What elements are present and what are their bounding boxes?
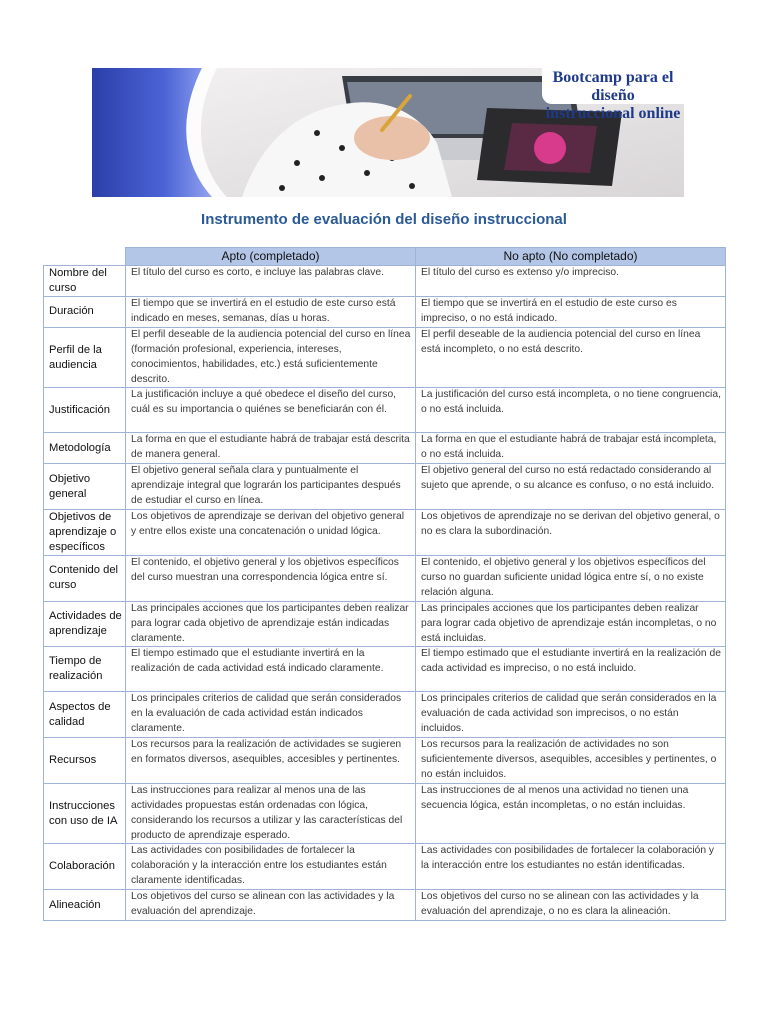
table-row — [44, 464, 726, 510]
header-criterion — [44, 248, 126, 266]
table-row — [44, 297, 726, 328]
no-apto-cell: El perfil deseable de la audiencia potencial del curso en línea está incompleto, o no está descrito. — [416, 327, 726, 388]
table-row — [44, 327, 726, 388]
apto-cell: Las instrucciones para realizar al menos una de las actividades propuestas están ordenadas con lógica, considerando los recursos a utilizar y las características del producto de aprendizaje esperado. — [126, 783, 416, 844]
table-row — [44, 388, 726, 433]
apto-cell: El tiempo que se invertirá en el estudio de este curso está indicado en meses, semanas, días u horas. — [126, 297, 416, 328]
table-header-row — [44, 248, 726, 266]
apto-cell: Las principales acciones que los participantes deben realizar para lograr cada objetivo de aprendizaje están indicadas claramente. — [126, 601, 416, 647]
criterion-cell: Alineación — [44, 890, 126, 921]
criterion-cell: Perfil de la audiencia — [44, 327, 126, 388]
no-apto-cell: El objetivo general del curso no está redactado considerando al sujeto que aprende, o su alcance es confuso, o no está incluido. — [416, 464, 726, 510]
apto-cell: La justificación incluye a qué obedece el diseño del curso, cuál es su importancia o quiénes se beneficiarán con él. — [126, 388, 416, 433]
banner-title-line2: instruccional online — [545, 105, 681, 122]
criterion-cell: Metodología — [44, 433, 126, 464]
apto-cell: Las actividades con posibilidades de fortalecer la colaboración y la interacción entre los estudiantes están claramente identificadas. — [126, 844, 416, 890]
table-row — [44, 738, 726, 784]
apto-cell: El título del curso es corto, e incluye las palabras clave. — [126, 266, 416, 297]
no-apto-cell: El tiempo que se invertirá en el estudio de este curso es impreciso, o no está indicado. — [416, 297, 726, 328]
no-apto-cell: El contenido, el objetivo general y los objetivos específicos del curso no guardan suficiente unidad lógica entre sí, o no existe relación alguna. — [416, 555, 726, 601]
no-apto-cell: Los principales criterios de calidad que serán considerados en la evaluación de cada actividad son imprecisos, o no están incluidos. — [416, 692, 726, 738]
criterion-cell: Duración — [44, 297, 126, 328]
criterion-cell: Contenido del curso — [44, 555, 126, 601]
no-apto-cell: Las principales acciones que los participantes deben realizar para lograr cada objetivo de aprendizaje están incompletas, o no está incluidas. — [416, 601, 726, 647]
table-row — [44, 555, 726, 601]
evaluation-rubric-table — [43, 247, 726, 921]
banner-title-line1: Bootcamp para el diseño — [552, 69, 674, 104]
no-apto-cell: El tiempo estimado que el estudiante invertirá en la realización de cada actividad es impreciso, o no está incluido. — [416, 647, 726, 692]
banner-title — [538, 68, 684, 122]
no-apto-cell: Los objetivos del curso no se alinean con las actividades y la evaluación del aprendizaje, o no es clara la alineación. — [416, 890, 726, 921]
header-banner — [92, 68, 684, 197]
apto-cell: Los objetivos de aprendizaje se derivan del objetivo general y entre ellos existe una concatenación o unidad lógica. — [126, 509, 416, 555]
no-apto-cell: Las instrucciones de al menos una actividad no tienen una secuencia lógica, están incompletas, o no están incluidas. — [416, 783, 726, 844]
no-apto-cell: La forma en que el estudiante habrá de trabajar está incompleta, o no está incluida. — [416, 433, 726, 464]
criterion-cell: Nombre del curso — [44, 266, 126, 297]
table-row — [44, 783, 726, 844]
apto-cell: Los objetivos del curso se alinean con las actividades y la evaluación del aprendizaje. — [126, 890, 416, 921]
criterion-cell: Aspectos de calidad — [44, 692, 126, 738]
table-row — [44, 601, 726, 647]
apto-cell: El contenido, el objetivo general y los objetivos específicos del curso muestran una correspondencia lógica entre sí. — [126, 555, 416, 601]
table-row — [44, 433, 726, 464]
table-row — [44, 844, 726, 890]
apto-cell: El tiempo estimado que el estudiante invertirá en la realización de cada actividad está indicado claramente. — [126, 647, 416, 692]
table-row — [44, 647, 726, 692]
apto-cell: El perfil deseable de la audiencia potencial del curso en línea (formación profesional, experiencia, intereses, conocimientos, habilidades, etc.) está suficientemente descrito. — [126, 327, 416, 388]
table-row — [44, 266, 726, 297]
criterion-cell: Tiempo de realización — [44, 647, 126, 692]
criterion-cell: Justificación — [44, 388, 126, 433]
table-row — [44, 890, 726, 921]
apto-cell: Los recursos para la realización de actividades se sugieren en formatos diversos, asequibles, accesibles y pertinentes. — [126, 738, 416, 784]
no-apto-cell: La justificación del curso está incompleta, o no tiene congruencia, o no está incluida. — [416, 388, 726, 433]
header-no-apto: No apto (No completado) — [416, 248, 726, 266]
table-row — [44, 692, 726, 738]
no-apto-cell: Las actividades con posibilidades de fortalecer la colaboración y la interacción entre los estudiantes no están identificadas. — [416, 844, 726, 890]
no-apto-cell: Los objetivos de aprendizaje no se derivan del objetivo general, o no es clara la subordinación. — [416, 509, 726, 555]
apto-cell: Los principales criterios de calidad que serán considerados en la evaluación de cada actividad están indicados claramente. — [126, 692, 416, 738]
criterion-cell: Actividades de aprendizaje — [44, 601, 126, 647]
criterion-cell: Colaboración — [44, 844, 126, 890]
no-apto-cell: Los recursos para la realización de actividades no son suficientemente diversos, asequibles, accesibles y pertinentes, o no están incluidos. — [416, 738, 726, 784]
header-apto: Apto (completado) — [126, 248, 416, 266]
criterion-cell: Objetivo general — [44, 464, 126, 510]
criterion-cell: Instrucciones con uso de IA — [44, 783, 126, 844]
criterion-cell: Objetivos de aprendizaje o específicos — [44, 509, 126, 555]
table-row — [44, 509, 726, 555]
apto-cell: El objetivo general señala clara y puntualmente el aprendizaje integral que lograrán los participantes después de estudiar el curso en línea. — [126, 464, 416, 510]
document-title: Instrumento de evaluación del diseño instruccional — [201, 211, 567, 228]
apto-cell: La forma en que el estudiante habrá de trabajar está descrita de manera general. — [126, 433, 416, 464]
criterion-cell: Recursos — [44, 738, 126, 784]
no-apto-cell: El título del curso es extenso y/o impreciso. — [416, 266, 726, 297]
